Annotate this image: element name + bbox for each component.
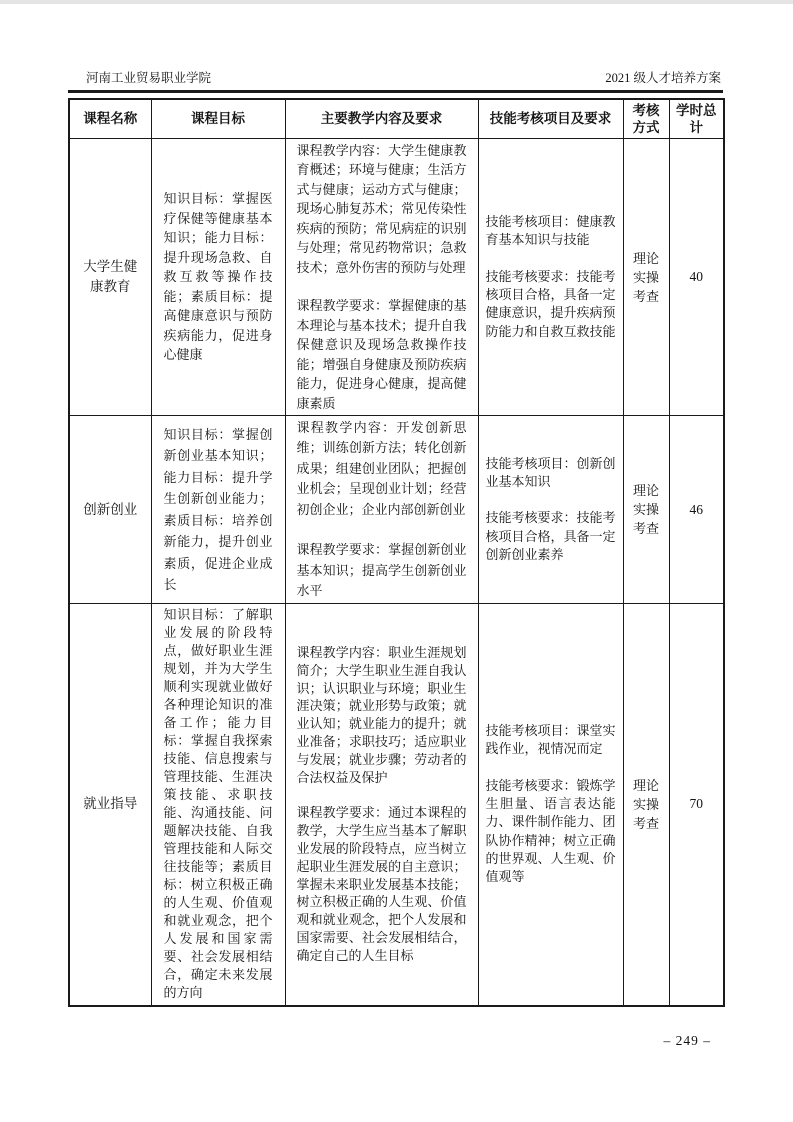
total-hours-cell: 70 — [669, 604, 724, 1006]
assessment-requirements-paragraph: 技能考核要求：锻炼学生胆量、语言表达能力、课件制作能力、团队协作精神；树立正确的世界观、人生观、价值观等 — [485, 777, 616, 885]
column-header-course-name: 课程名称 — [69, 99, 151, 139]
assessment-item-paragraph: 技能考核项目：课堂实践作业，视情况而定 — [485, 723, 616, 757]
assessment-method-cell: 理论实操考查 — [623, 604, 669, 1006]
table-row-health-education — [69, 139, 724, 416]
column-header-hours: 学时总计 — [669, 99, 724, 139]
course-objectives-cell: 知识目标：掌握创新创业基本知识；能力目标：提升学生创新创业能力；素质目标：培养创新能力，提升创业素质，促进企业成长 — [151, 416, 285, 604]
institution-name: 河南工业贸易职业学院 — [86, 71, 212, 85]
column-header-teaching-content: 主要教学内容及要求 — [285, 99, 478, 139]
document-page — [68, 70, 723, 1049]
course-name-cell: 创新创业 — [69, 416, 151, 604]
skill-assessment-cell — [478, 139, 623, 416]
teaching-requirements-paragraph: 课程教学要求：掌握健康的基本理论与基本技术；提升自我保健意识及现场急救操作技能；增强自身健康及预防疾病能力，促进身心健康，提高健康素质 — [296, 298, 467, 411]
table-row-employment-guidance — [69, 604, 724, 1006]
courses-table — [68, 98, 725, 1007]
teaching-content-paragraph: 课程教学内容：开发创新思维；训练创新方法；转化创新成果；组建创业团队；把握创业机会；呈现创业计划；经营初创企业；企业内部创新创业 — [296, 419, 467, 517]
column-header-objectives: 课程目标 — [151, 99, 285, 139]
table-row-innovation-entrepreneurship — [69, 416, 724, 604]
page-header — [68, 70, 723, 90]
total-hours-cell: 46 — [669, 416, 724, 604]
teaching-content-cell — [285, 416, 478, 604]
assessment-method-cell: 理论实操考查 — [623, 139, 669, 416]
teaching-requirements-paragraph: 课程教学要求：掌握创新创业基本知识；提高学生创新创业水平 — [296, 542, 467, 598]
course-objectives-cell: 知识目标：了解职业发展的阶段特点，做好职业生涯规划，并为大学生顺利实现就业做好各种理论知识的准备工作；能力目标：掌握自我探索技能、信息搜索与管理技能、生涯决策技能、求职技能、沟通技能、问题解决技能、自我管理技能和人际交往技能等；素质目标：树立积极正确的人生观、价值观和就业观念，把个人发展和国家需要、社会发展相结合，确定未来发展的方向 — [151, 604, 285, 1006]
teaching-content-paragraph: 课程教学内容：大学生健康教育概述；环境与健康；生活方式与健康；运动方式与健康；现场心肺复苏术；常见传染性疾病的预防；常见病症的识别与处理；常见药物常识；急救技术；意外伤害的预防与处理 — [296, 142, 467, 275]
assessment-method-cell: 理论实操考查 — [623, 416, 669, 604]
assessment-item-paragraph: 技能考核项目：健康教育基本知识与技能 — [485, 214, 616, 248]
teaching-content-cell — [285, 604, 478, 1006]
column-header-assessment: 技能考核项目及要求 — [478, 99, 623, 139]
scan-edge — [0, 0, 793, 4]
teaching-content-cell — [285, 139, 478, 416]
teaching-content-paragraph: 课程教学内容：职业生涯规划简介；大学生职业生涯自我认识；认识职业与环境；职业生涯决策；就业形势与政策；就业认知；就业能力的提升；就业准备；求职技巧；适应职业与发展；就业步骤；劳动者的合法权益及保护 — [296, 644, 467, 785]
course-name-cell: 就业指导 — [69, 604, 151, 1006]
course-name-cell: 大学生健康教育 — [69, 139, 151, 416]
total-hours-cell: 40 — [669, 139, 724, 416]
course-objectives-cell: 知识目标：掌握医疗保健等健康基本知识；能力目标：提升现场急救、自救互救等操作技能；素质目标：提高健康意识与预防疾病能力，促进身心健康 — [151, 139, 285, 416]
assessment-requirements-paragraph: 技能考核要求：技能考核项目合格，具备一定健康意识，提升疾病预防能力和自救互救技能 — [485, 268, 616, 339]
skill-assessment-cell — [478, 604, 623, 1006]
assessment-item-paragraph: 技能考核项目：创新创业基本知识 — [485, 455, 616, 490]
assessment-requirements-paragraph: 技能考核要求：技能考核项目合格，具备一定创新创业素养 — [485, 510, 616, 562]
skill-assessment-cell — [478, 416, 623, 604]
table-header-row — [69, 99, 724, 139]
page-number: – 249 – — [663, 1032, 711, 1048]
header-rule — [68, 90, 723, 93]
column-header-method: 考核方式 — [623, 99, 669, 139]
program-title: 2021 级人才培养方案 — [605, 71, 721, 85]
teaching-requirements-paragraph: 课程教学要求：通过本课程的教学，大学生应当基本了解职业发展的阶段特点，应当树立起职业生涯发展的自主意识；掌握未来职业发展基本技能；树立积极正确的人生观、价值观和就业观念，把个人发展和国家需要、社会发展相结合，确定自己的人生目标 — [296, 805, 467, 963]
